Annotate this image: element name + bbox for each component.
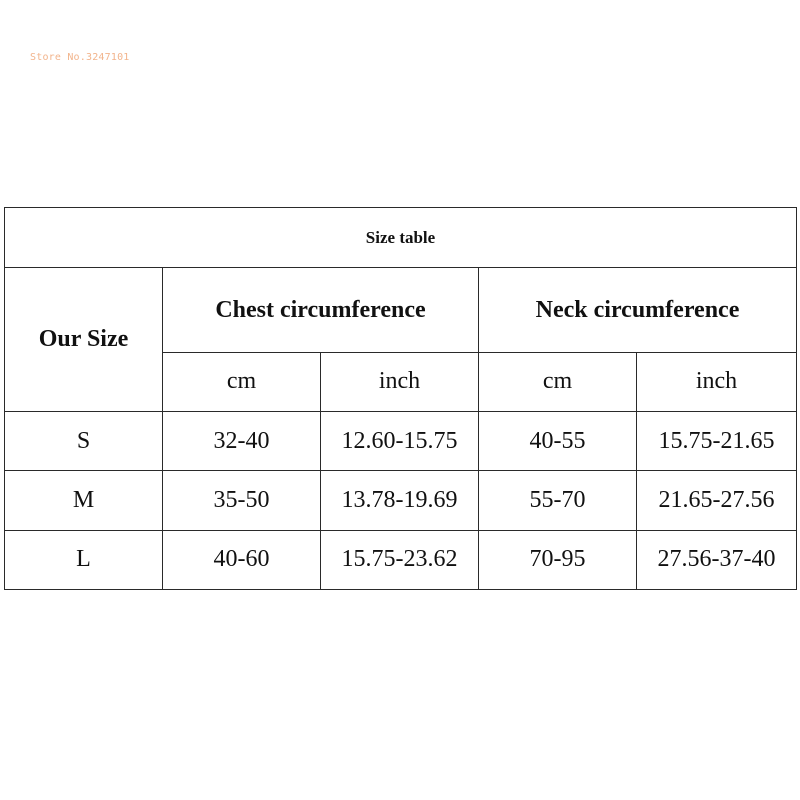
our-size-header: Our Size bbox=[5, 268, 163, 412]
group-header-row bbox=[5, 268, 797, 352]
chest-cm-header: cm bbox=[163, 352, 321, 411]
size-cell: M bbox=[5, 471, 163, 530]
neck-cm-header: cm bbox=[479, 352, 637, 411]
table-title: Size table bbox=[5, 208, 797, 268]
chest-cm-cell: 40-60 bbox=[163, 530, 321, 589]
chest-cm-cell: 32-40 bbox=[163, 412, 321, 471]
neck-inch-cell: 27.56-37-40 bbox=[637, 530, 797, 589]
neck-inch-cell: 21.65-27.56 bbox=[637, 471, 797, 530]
neck-cm-cell: 55-70 bbox=[479, 471, 637, 530]
chest-circumference-header: Chest circumference bbox=[163, 268, 479, 352]
neck-inch-header: inch bbox=[637, 352, 797, 411]
table-row bbox=[5, 530, 797, 589]
size-cell: L bbox=[5, 530, 163, 589]
neck-circumference-header: Neck circumference bbox=[479, 268, 797, 352]
table-row bbox=[5, 412, 797, 471]
title-row bbox=[5, 208, 797, 268]
neck-cm-cell: 70-95 bbox=[479, 530, 637, 589]
chest-inch-cell: 12.60-15.75 bbox=[321, 412, 479, 471]
chest-inch-cell: 15.75-23.62 bbox=[321, 530, 479, 589]
neck-inch-cell: 15.75-21.65 bbox=[637, 412, 797, 471]
neck-cm-cell: 40-55 bbox=[479, 412, 637, 471]
chest-inch-cell: 13.78-19.69 bbox=[321, 471, 479, 530]
chest-cm-cell: 35-50 bbox=[163, 471, 321, 530]
size-table bbox=[4, 207, 797, 590]
store-watermark: Store No.3247101 bbox=[30, 52, 130, 63]
size-cell: S bbox=[5, 412, 163, 471]
chest-inch-header: inch bbox=[321, 352, 479, 411]
table-row bbox=[5, 471, 797, 530]
